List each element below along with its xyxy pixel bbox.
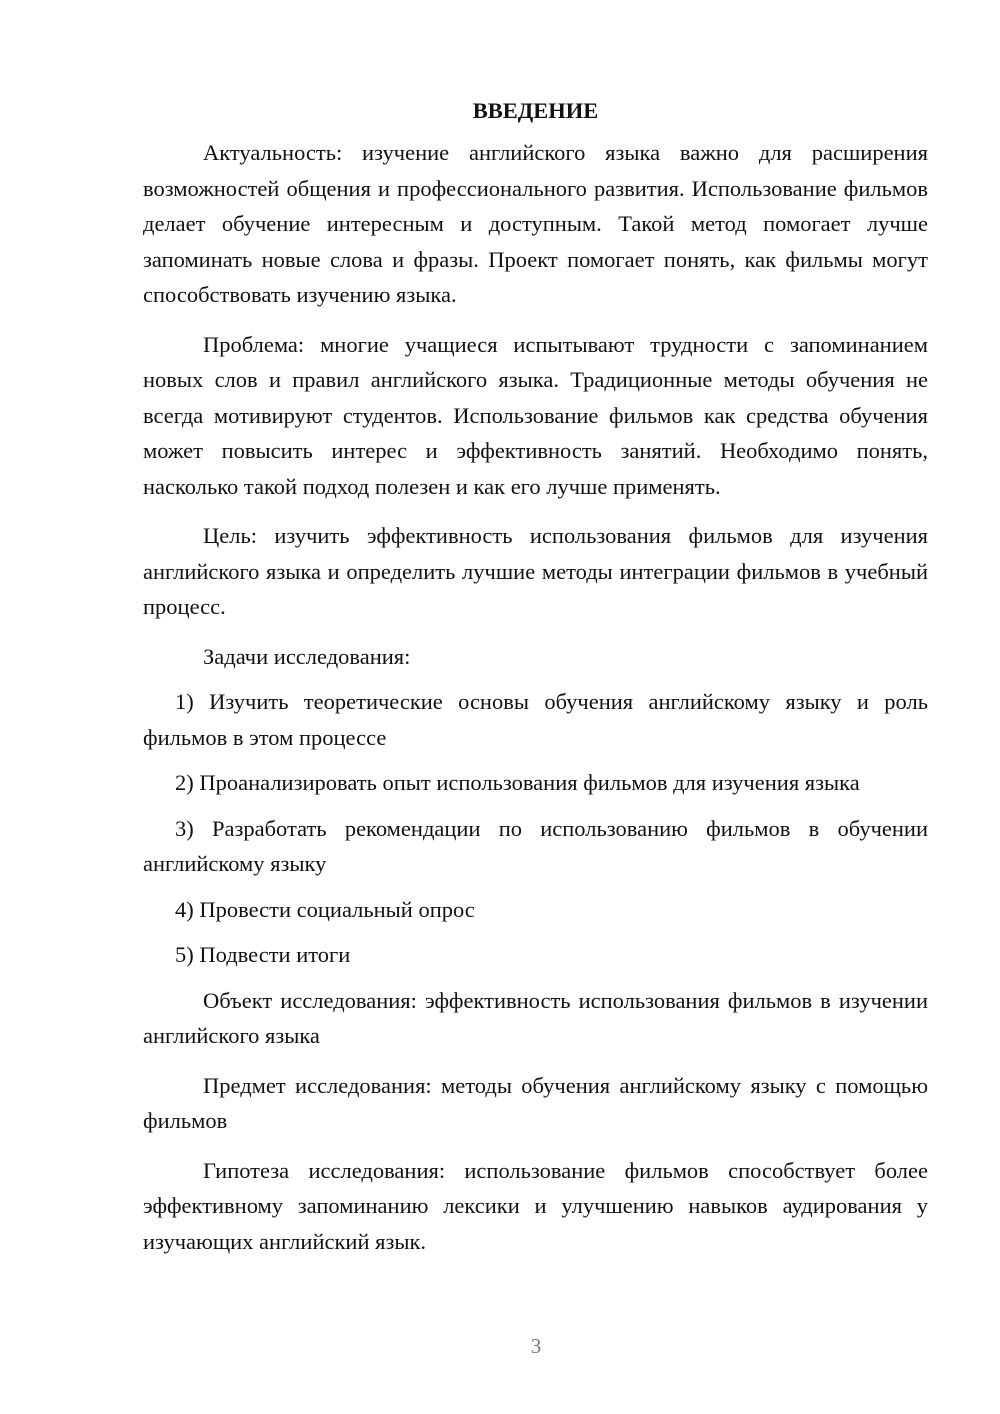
list-item: 4) Провести социальный опрос <box>175 896 475 922</box>
tasks-heading: Задачи исследования: <box>203 643 411 669</box>
paragraph-subject: Предмет исследования: методы обучения английскому языку с помощью фильмов <box>143 1072 928 1133</box>
page-title: ВВЕДЕНИЕ <box>472 98 599 123</box>
paragraph-hypothesis: Гипотеза исследования: использование фильмов способствует более эффективному запоминанию лексики и улучшению навыков аудирования у изучающих английский язык. <box>143 1157 928 1254</box>
document-body <box>143 93 928 1259</box>
paragraph-object: Объект исследования: эффективность использования фильмов в изучении английского языка <box>143 987 928 1048</box>
tasks-list <box>143 684 928 973</box>
list-item: 3) Разработать рекомендации по использованию фильмов в обучении английскому языку <box>143 815 928 876</box>
page-number: 3 <box>530 1334 542 1358</box>
list-item: 2) Проанализировать опыт использования фильмов для изучения языка <box>175 770 860 795</box>
list-item: 5) Подвести итоги <box>175 942 351 967</box>
paragraph-goal: Цель: изучить эффективность использования фильмов для изучения английского языка и определить лучшие методы интеграции фильмов в учебный процесс. <box>143 523 928 619</box>
paragraph-problem: Проблема: многие учащиеся испытывают трудности с запоминанием новых слов и правил английского языка. Традиционные методы обучения не всегда мотивируют студентов. Использование фильмов как средства обучения может повысить интерес и эффективность занятий. Необходимо понять, насколько такой подход полезен и как его лучше применять. <box>143 331 928 499</box>
list-item: 1) Изучить теоретические основы обучения английскому языку и роль фильмов в этом процессе <box>143 689 928 750</box>
paragraph-relevance: Актуальность: изучение английского языка важно для расширения возможностей общения и профессионального развития. Использование фильмов делает обучение интересным и доступным. Такой метод помогает лучше запоминать новые слова и фразы. Проект помогает понять, как фильмы могут способствовать изучению языка. <box>143 140 928 307</box>
